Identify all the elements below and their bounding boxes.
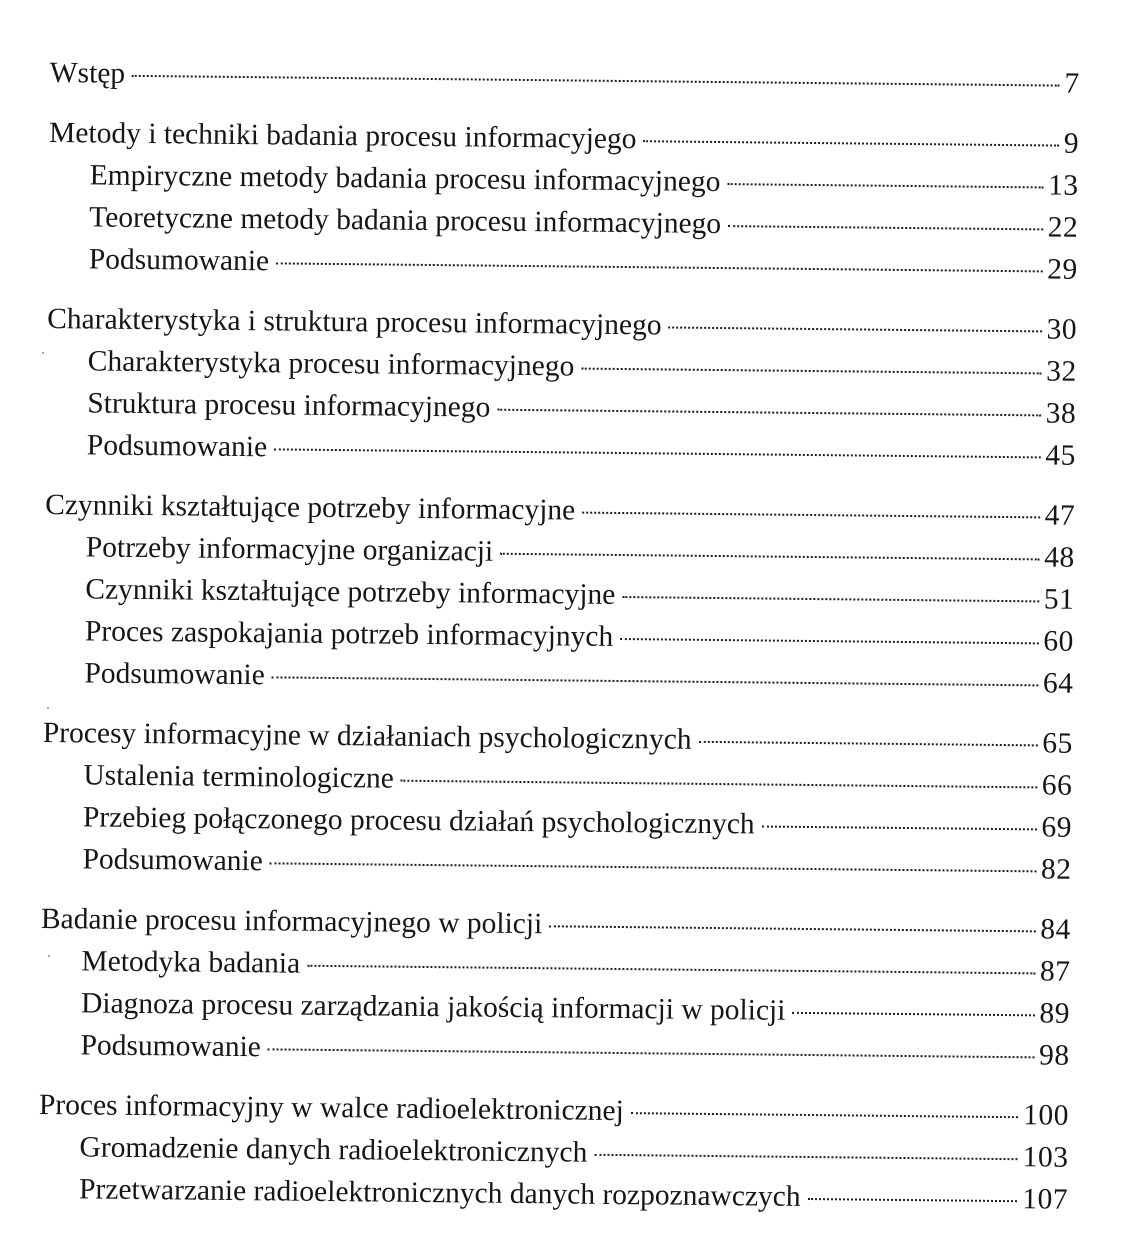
toc-entry-title: Struktura procesu informacyjnego xyxy=(87,387,491,424)
toc-page-number: 9 xyxy=(1063,127,1080,160)
dot-leader xyxy=(643,140,1058,146)
toc-page-number: 48 xyxy=(1044,541,1075,574)
toc-entry-title: Podsumowanie xyxy=(88,243,270,278)
dot-leader xyxy=(808,1198,1018,1202)
toc-page-number: 87 xyxy=(1039,955,1071,988)
toc-page-number: 30 xyxy=(1046,313,1078,346)
toc-entry-title: Czynniki kształtujące potrzeby informacyjne xyxy=(45,488,576,527)
toc-entry-title: Procesy informacyjne w działaniach psychologicznych xyxy=(42,716,692,756)
toc-page-number: 32 xyxy=(1046,355,1077,388)
dot-leader xyxy=(549,925,1035,932)
toc-page-number: 45 xyxy=(1045,439,1076,472)
toc-entry-title: Podsumowanie xyxy=(80,1029,262,1064)
toc-entry-title: Empiryczne metody badania procesu informacyjnego xyxy=(89,159,721,199)
toc-page-number: 64 xyxy=(1042,667,1074,700)
dot-leader xyxy=(582,512,1039,519)
dot-leader xyxy=(274,448,1040,458)
toc-page-number: 84 xyxy=(1040,913,1072,946)
toc-page-number: 69 xyxy=(1041,811,1073,844)
toc-group xyxy=(43,484,1075,705)
toc-entry-title: Teoretyczne metody badania procesu informacyjnego xyxy=(89,201,722,241)
toc-entry-title: Przebieg połączonego procesu działań psychologicznych xyxy=(82,801,755,841)
toc-page-number: 47 xyxy=(1044,499,1076,532)
scan-speck xyxy=(48,955,50,957)
toc-page-number: 13 xyxy=(1047,169,1079,202)
toc-entry-title: Podsumowanie xyxy=(86,429,268,464)
toc-group xyxy=(41,712,1073,891)
toc-entry-title: Metodyka badania xyxy=(81,945,301,980)
dot-leader xyxy=(500,553,1039,561)
toc-page-number: 60 xyxy=(1043,625,1075,658)
dot-leader xyxy=(669,326,1042,332)
toc-entry-title: Diagnoza procesu zarządzania jakością informacji w policji xyxy=(80,987,786,1027)
dot-leader xyxy=(581,368,1041,375)
toc-entry-title: Gromadzenie danych radioelektronicznych xyxy=(79,1131,588,1169)
dot-leader xyxy=(270,862,1036,872)
dot-leader xyxy=(699,741,1038,747)
dot-leader xyxy=(728,225,1043,230)
toc-entry-title: Wstęp xyxy=(49,56,126,90)
dot-leader xyxy=(620,638,1038,644)
toc-group xyxy=(38,1084,1069,1221)
toc-page-number: 98 xyxy=(1038,1039,1070,1072)
dot-leader xyxy=(268,1048,1034,1058)
toc-entry-title: Przetwarzanie radioelektronicznych danych rozpoznawczych xyxy=(78,1173,801,1213)
toc-page-number: 82 xyxy=(1040,853,1072,886)
dot-leader xyxy=(307,965,1035,975)
dot-leader xyxy=(276,262,1042,272)
toc-page-number: 51 xyxy=(1043,583,1075,616)
toc-entry-title: Podsumowanie xyxy=(82,843,263,878)
toc-page-number: 89 xyxy=(1039,997,1071,1030)
toc-group xyxy=(48,112,1080,291)
toc-group xyxy=(46,298,1078,477)
toc-entry-title: Badanie procesu informacyjnego w policji xyxy=(40,902,543,941)
toc-chapter-entry xyxy=(50,52,1080,105)
toc-page-number: 38 xyxy=(1045,397,1077,430)
dot-leader xyxy=(727,183,1043,188)
scan-speck xyxy=(47,707,49,709)
toc-entry-title: Czynniki kształtujące potrzeby informacyjne xyxy=(85,573,616,611)
dot-leader xyxy=(594,1154,1017,1160)
dot-leader xyxy=(401,780,1037,789)
toc-entry-title: Proces informacyjny w walce radioelektronicznej xyxy=(38,1088,624,1128)
toc-entry-title: Ustalenia terminologiczne xyxy=(83,759,395,795)
toc-group xyxy=(39,898,1071,1077)
toc-page-number: 7 xyxy=(1064,67,1080,100)
dot-leader xyxy=(497,409,1040,417)
toc-page-number: 66 xyxy=(1041,769,1073,802)
toc-page-number: 100 xyxy=(1023,1099,1070,1132)
toc-page-number: 29 xyxy=(1047,253,1078,286)
dot-leader xyxy=(631,1112,1018,1118)
toc-entry-title: Potrzeby informacyjne organizacji xyxy=(85,531,494,568)
toc-entry-title: Proces zaspokajania potrzeb informacyjnych xyxy=(84,615,614,653)
toc-entry-title: Podsumowanie xyxy=(84,657,265,692)
toc-group xyxy=(50,52,1080,105)
toc-entry-title: Charakterystyka i struktura procesu informacyjnego xyxy=(47,302,662,342)
table-of-contents xyxy=(38,52,1080,1239)
toc-entry-title: Charakterystyka procesu informacyjnego xyxy=(87,345,575,383)
scan-speck xyxy=(42,352,44,354)
dot-leader xyxy=(622,596,1038,602)
toc-entry-title: Metody i techniki badania procesu informacyjego xyxy=(48,116,637,156)
dot-leader xyxy=(132,75,1059,87)
dot-leader xyxy=(272,676,1038,686)
toc-page-number: 22 xyxy=(1047,211,1079,244)
dot-leader xyxy=(792,1012,1034,1017)
toc-page-number: 65 xyxy=(1042,727,1073,760)
dot-leader xyxy=(762,825,1037,830)
toc-page-number: 107 xyxy=(1022,1183,1069,1216)
toc-page-number: 103 xyxy=(1022,1141,1069,1174)
